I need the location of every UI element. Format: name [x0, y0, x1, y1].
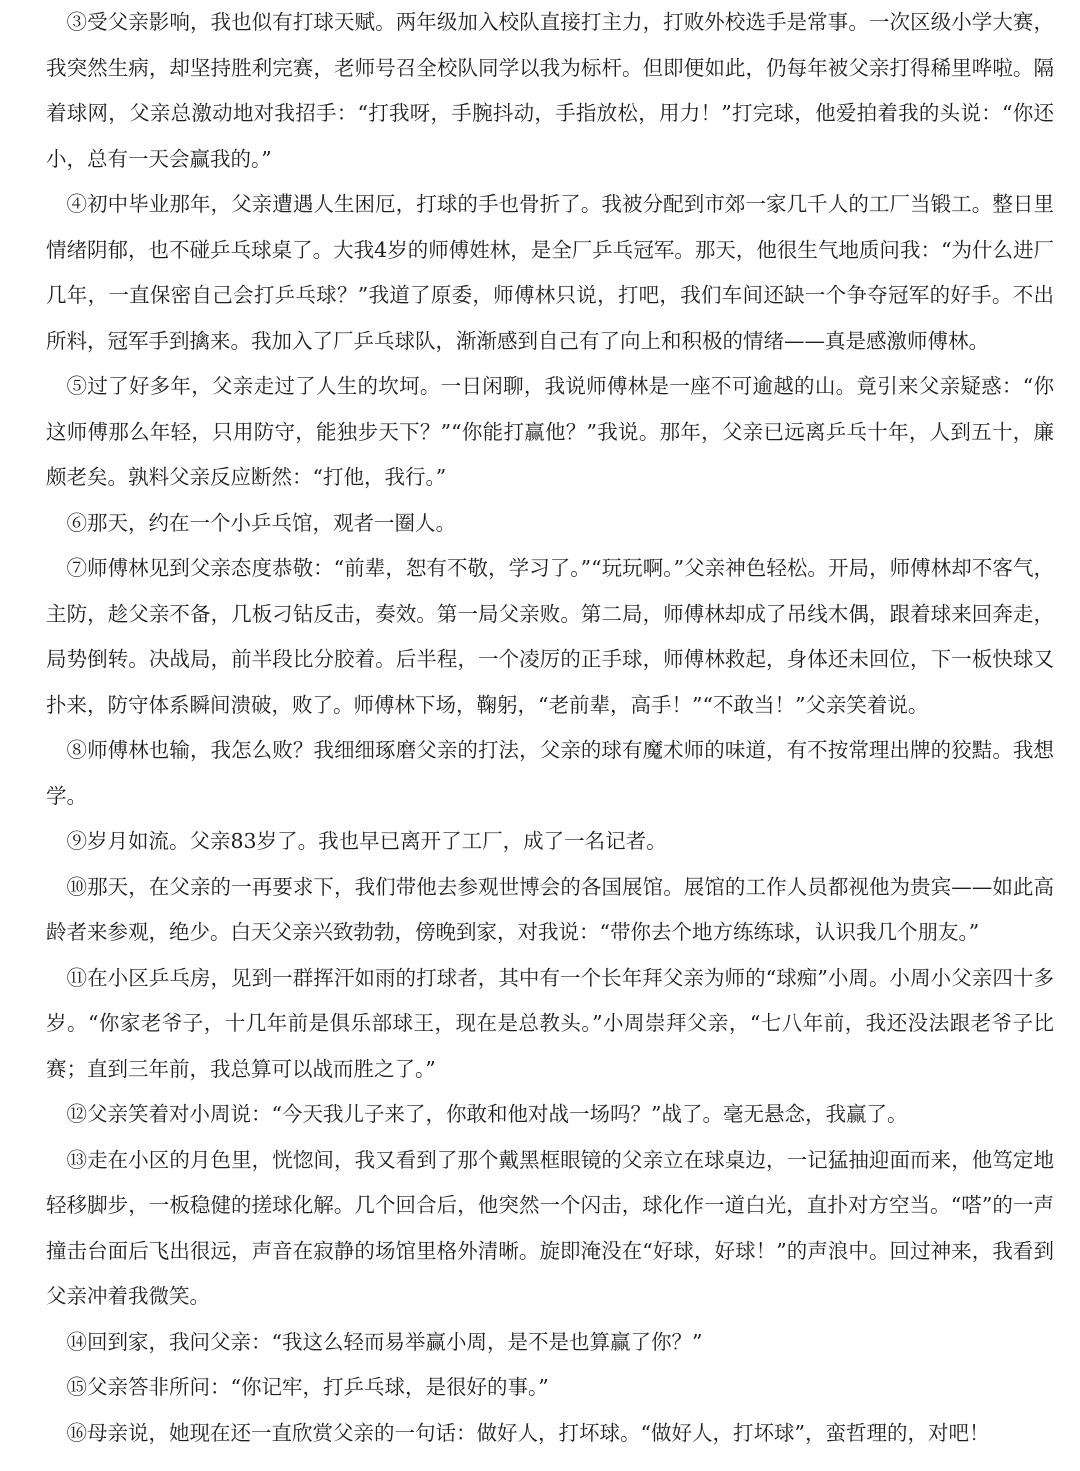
paragraph-15: ⑮父亲答非所问：“你记牢，打乒乓球，是很好的事。” — [66, 1375, 549, 1399]
paragraph-12: ⑫父亲笑着对小周说：“今天我儿子来了，你敢和他对战一场吗？”战了。毫无悬念，我赢了。 — [66, 1102, 908, 1126]
paragraph-3: ③受父亲影响，我也似有打球天赋。两年级加入校队直接打主力，打败外校选手是常事。一次区级小学大赛，我突然生病，却坚持胜利完赛，老师号召全校队同学以我为标杆。但即便如此，仍每年被父亲打得稀里哗啦。隔着球网，父亲总激动地对我招手：“打我呀，手腕抖动，手指放松，用力！”打完球，他爱拍着我的头说：“你还小，总有一天会赢我的。” — [46, 10, 1054, 171]
paragraph-9: ⑨岁月如流。父亲83岁了。我也早已离开了工厂，成了一名记者。 — [66, 829, 667, 853]
paragraph-13: ⑬走在小区的月色里，恍惚间，我又看到了那个戴黑框眼镜的父亲立在球桌边，一记猛抽迎面而来，他笃定地轻移脚步，一板稳健的搓球化解。几个回合后，他突然一个闪击，球化作一道白光，直扑对方空当。“嗒”的一声撞击台面后飞出很远，声音在寂静的场馆里格外清晰。旋即淹没在“好球，好球！”的声浪中。回过神来，我看到父亲冲着我微笑。 — [46, 1147, 1054, 1308]
paragraph-16: ⑯母亲说，她现在还一直欣赏父亲的一句话：做好人，打坏球。“做好人，打坏球”，蛮哲理的，对吧！ — [66, 1420, 990, 1445]
paragraph-7: ⑦师傅林见到父亲态度恭敬：“前辈，恕有不敬，学习了。”“玩玩啊。”父亲神色轻松。开局，师傅林却不客气，主防，趁父亲不备，几板刁钻反击，奏效。第一局父亲败。第二局，师傅林却成了吊线木偶，跟着球来回奔走，局势倒转。决战局，前半段比分胶着。后半程，一个凌厉的正手球，师傅林救起，身体还未回位，下一板快球又扑来，防守体系瞬间溃破，败了。师傅林下场，鞠躬，“老前辈，高手！”“不敢当！”父亲笑着说。 — [46, 556, 1054, 717]
paragraph-8: ⑧师傅林也输，我怎么败？我细细琢磨父亲的打法，父亲的球有魔术师的味道，有不按常理出牌的狡黠。我想学。 — [46, 738, 1054, 808]
paragraph-10: ⑩那天，在父亲的一再要求下，我们带他去参观世博会的各国展馆。展馆的工作人员都视他为贵宾——如此高龄者来参观，绝少。白天父亲兴致勃勃，傍晚到家，对我说：“带你去个地方练练球，认识我几个朋友。” — [46, 874, 1054, 944]
paragraph-11: ⑪在小区乒乓房，见到一群挥汗如雨的打球者，其中有一个长年拜父亲为师的“球痴”小周。小周小父亲四十多岁。“你家老爷子，十几年前是俱乐部球王，现在是总教头。”小周崇拜父亲，“七八年前，我还没法跟老爷子比赛；直到三年前，我总算可以战而胜之了。” — [46, 965, 1054, 1081]
paragraph-5: ⑤过了好多年，父亲走过了人生的坎坷。一日闲聊，我说师傅林是一座不可逾越的山。竟引来父亲疑惑：“你这师傅那么年轻，只用防守，能独步天下？”“你能打赢他？”我说。那年，父亲已远离乒乓十年，人到五十，廉颇老矣。孰料父亲反应断然：“打他，我行。” — [46, 374, 1054, 489]
paragraph-14: ⑭回到家，我问父亲：“我这么轻而易举赢小周，是不是也算赢了你？” — [66, 1329, 703, 1354]
paragraph-4: ④初中毕业那年，父亲遭遇人生困厄，打球的手也骨折了。我被分配到市郊一家几千人的工厂当锻工。整日里情绪阴郁，也不碰乒乓球桌了。大我4岁的师傅姓林，是全厂乒乓冠军。那天，他很生气地质问我：“为什么进厂几年，一直保密自己会打乒乓球？”我道了原委，师傅林只说，打吧，我们车间还缺一个争夺冠军的好手。不出所料，冠军手到擒来。我加入了厂乒乓球队，渐渐感到自己有了向上和积极的情绪——真是感激师傅林。 — [46, 192, 1054, 353]
paragraph-6: ⑥那天，约在一个小乒乓馆，观者一圈人。 — [66, 510, 456, 535]
